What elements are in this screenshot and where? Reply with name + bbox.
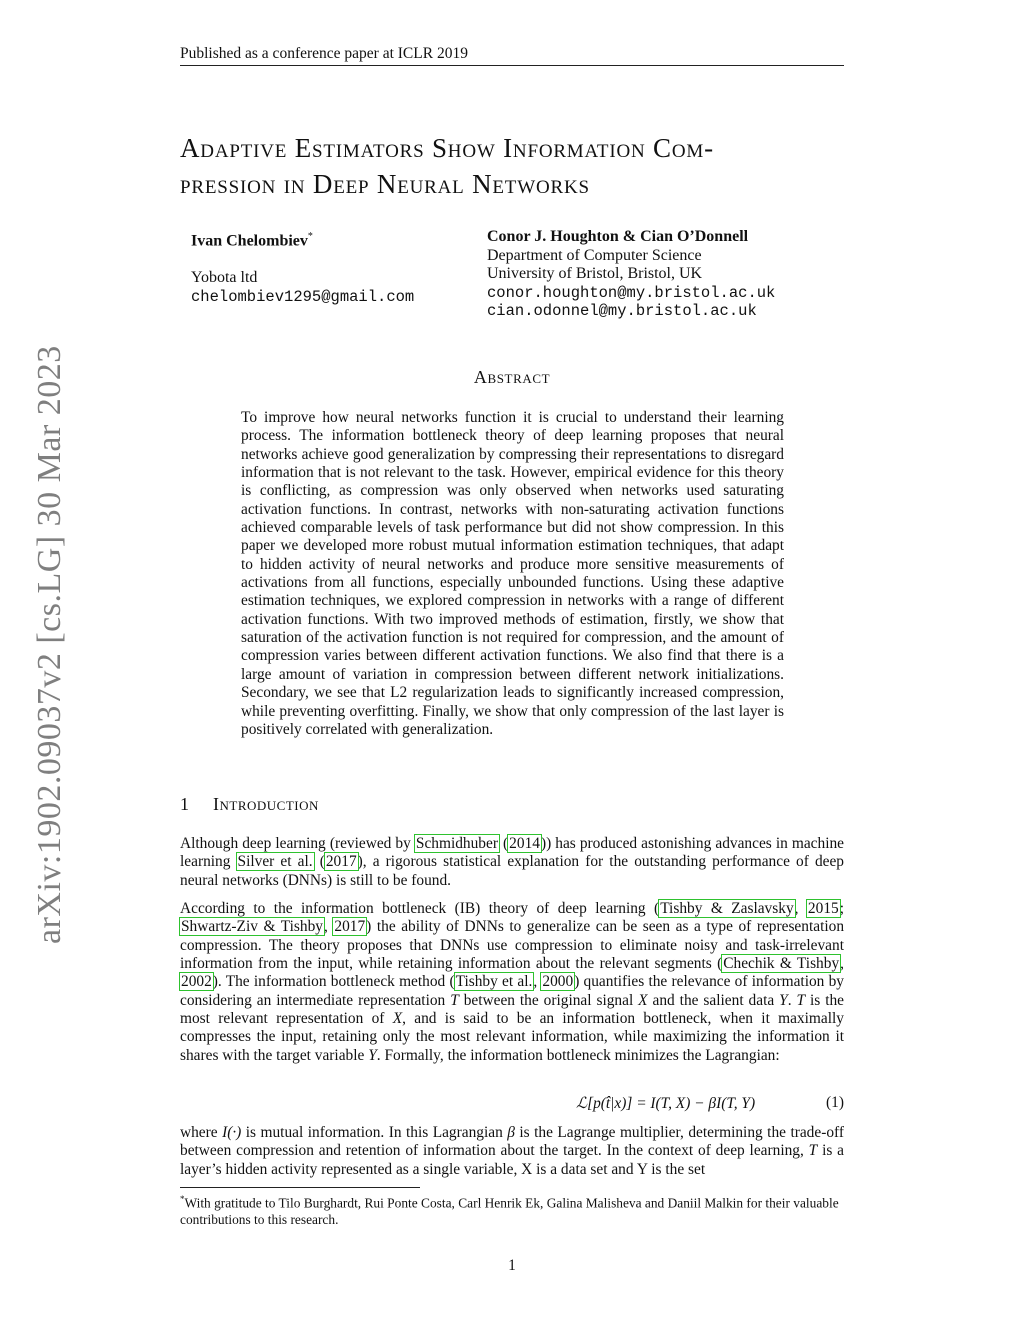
- text-run: between the original signal: [458, 991, 639, 1009]
- section-title: Introduction: [213, 794, 319, 814]
- author-email-right-2: cian.odonnel@my.bristol.ac.uk: [487, 302, 757, 320]
- page-number: 1: [508, 1257, 516, 1274]
- intro-paragraph-3: [180, 1124, 844, 1179]
- citation-link[interactable]: 2017: [334, 918, 366, 936]
- text-run: ,: [840, 955, 845, 973]
- text-run: ,: [323, 918, 334, 936]
- citation-link[interactable]: 2000: [542, 973, 574, 991]
- citation-link[interactable]: Shwartz-Ziv & Tishby: [181, 918, 323, 936]
- text-run: According to the information bottleneck (IB) theory of deep learning (: [180, 900, 660, 917]
- math-symbol: Y: [368, 1046, 377, 1064]
- citation-link[interactable]: Tishby et al.: [455, 973, 533, 991]
- text-run: )) has produced astonishing advances in machine learning: [180, 835, 845, 871]
- text-run: .: [787, 991, 797, 1009]
- author-email-left: chelombiev1295@gmail.com: [191, 287, 415, 306]
- text-run: ,: [533, 973, 542, 991]
- text-run: ). The information bottleneck method (: [212, 973, 455, 991]
- text-run: ;: [839, 900, 844, 917]
- intro-paragraph-2: [180, 900, 844, 1065]
- author-left: [191, 228, 481, 306]
- text-run: ,: [794, 900, 807, 917]
- math-symbol: T: [796, 991, 806, 1009]
- text-run: is the most relevant representation of: [180, 991, 844, 1028]
- abstract-text: To improve how neural networks function it is crucial to understand their learning process. The information bottleneck theory of deep learning proposes that neural networks achieve good generalization by compressing their representations to disregard information that is not relevant to the task. However, empirical evidence for this theory is conflicting, as compression was only observed when networks used saturating activation functions. In contrast, networks with non-saturating activation functions achieved comparable levels of task performance but did not show compression. In this paper we developed more robust mutual information estimation techniques, that adapt to hidden activity of neural networks and produce more sensitive measurements of activations from all functions, especially unbounded functions. Using these adaptive estimation techniques, we explored compression in networks with a range of different activation functions. With two improved methods of estimation, firstly, we show that saturation of the activation function is not required for compression, and the amount of compression varies between different activation functions. We also find that there is a large amount of variation in compression between different network initializations. Secondary, we see that L2 regularization leads to significantly increased compression, while preventing overfitting. Finally, we show that only compression of the last layer is positively correlated with generalization.: [241, 409, 784, 738]
- text-run: is mutual information. In this Lagrangian: [241, 1124, 508, 1141]
- citation-link[interactable]: Silver et al.: [237, 853, 313, 871]
- text-run: ), a rigorous statistical explanation for the outstanding performance of deep neural networks (DNNs) is still to be found.: [180, 853, 844, 889]
- footnote-rule: [180, 1187, 420, 1188]
- author-names-right: Conor J. Houghton & Cian O’Donnell: [487, 228, 749, 245]
- citation-link[interactable]: Chechik & Tishby: [723, 955, 840, 973]
- text-run: ) quantifies the relevance of information by considering an intermediate representation: [180, 973, 844, 1009]
- author-university-right: University of Bristol, Bristol, UK: [487, 265, 703, 282]
- author-footnote-mark: *: [307, 231, 313, 242]
- text-run: (: [313, 853, 325, 871]
- text-run: (: [498, 835, 509, 852]
- text-run: and the salient data: [647, 991, 780, 1009]
- citation-link[interactable]: 2015: [807, 900, 839, 917]
- title-line-2: pression in Deep Neural Networks: [180, 169, 590, 199]
- title-line-1: Adaptive Estimators Show Information Com-: [180, 133, 714, 163]
- text-run: . Formally, the information bottleneck minimizes the Lagrangian:: [376, 1046, 780, 1064]
- footnote: [180, 1191, 844, 1228]
- footnote-mark: *: [180, 1194, 185, 1204]
- math-symbol: Y: [779, 991, 788, 1009]
- text-run: where: [180, 1124, 223, 1141]
- text-run: is the Lagrange multiplier, determining the trade-off between compression and retention of information about the target. In the context of deep learning,: [180, 1124, 844, 1160]
- equation-1: [180, 1094, 844, 1114]
- text-run: Although deep learning (reviewed by: [180, 835, 415, 852]
- footnote-text: With gratitude to Tilo Burghardt, Rui Ponte Costa, Carl Henrik Ek, Galina Malisheva and Daniil Malkin for their valuable contributions to this research.: [180, 1195, 839, 1227]
- citation-link[interactable]: Schmidhuber: [415, 835, 498, 852]
- math-symbol: X: [392, 1010, 403, 1028]
- author-dept-right: Department of Computer Science: [487, 246, 702, 264]
- math-symbol: I(·): [222, 1124, 242, 1141]
- arxiv-stamp: arXiv:1902.09037v2 [cs.LG] 30 Mar 2023: [31, 345, 68, 944]
- author-affiliation-left: Yobota ltd: [191, 269, 258, 287]
- section-number: 1: [180, 794, 190, 814]
- math-symbol: T: [450, 991, 459, 1009]
- math-symbol: T: [808, 1142, 818, 1160]
- citation-link[interactable]: Tishby & Zaslavsky: [660, 900, 794, 917]
- equation-number: (1): [826, 1094, 844, 1111]
- intro-paragraph-1: [180, 835, 844, 890]
- author-email-right-1: conor.houghton@my.bristol.ac.uk: [487, 283, 776, 302]
- math-symbol: X: [638, 991, 648, 1009]
- abstract-heading: Abstract: [473, 367, 551, 387]
- running-header: Published as a conference paper at ICLR 2019: [180, 44, 844, 66]
- citation-link[interactable]: 2014: [509, 835, 540, 852]
- text-run: , and is said to be an information bottleneck, when it maximally compresses the input, retaining only the most relevant information, while maximizing the information it shares with the target variable: [180, 1010, 844, 1064]
- equation-body: ℒ[p(t̂|x)] = I(T, X) − βI(T, Y): [576, 1095, 756, 1112]
- author-right: [487, 228, 844, 321]
- text-run: ) the ability of DNNs to generalize can be seen as a type of representation compression. The theory proposes that DNNs use compression to eliminate noisy and task-irrelevant information from the input, while retaining information about the relevant segments (: [180, 918, 845, 973]
- citation-link[interactable]: 2017: [325, 853, 357, 871]
- paper-title: [180, 130, 860, 202]
- text-run: is a layer’s hidden activity represented as a single variable, X is a data set and Y is the set: [180, 1142, 845, 1178]
- author-name-left: Ivan Chelombiev: [191, 232, 308, 250]
- citation-link[interactable]: 2002: [181, 973, 212, 991]
- section-heading: [180, 794, 319, 815]
- math-symbol: β: [507, 1124, 515, 1141]
